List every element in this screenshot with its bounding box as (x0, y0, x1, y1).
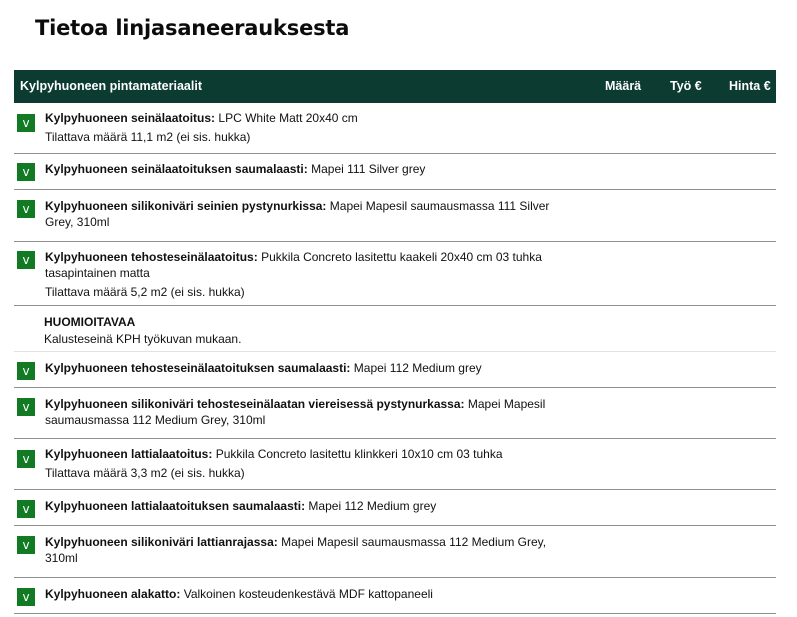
row-value: Mapei Mapesil saumausmassa 112 Medium Grey, 310ml (45, 535, 547, 565)
table-row (14, 242, 776, 306)
column-header-tyo: Työ € (670, 79, 702, 93)
row-value: Mapei 112 Medium grey (308, 499, 437, 513)
row-value: Mapei 111 Silver grey (311, 162, 426, 176)
note-text: Kalusteseinä KPH työkuvan mukaan. (44, 332, 242, 346)
row-text (45, 198, 565, 230)
row-label: Kylpyhuoneen silikoniväri seinien pystynurkissa: (45, 199, 327, 213)
row-text (45, 249, 595, 300)
checkmark-icon[interactable]: v (17, 398, 35, 416)
row-value: Pukkila Concreto lasitettu kaakeli 20x40 cm 03 tuhka tasapintainen matta (45, 250, 542, 280)
checkmark-icon[interactable]: v (17, 163, 35, 181)
note-block (14, 306, 776, 352)
row-quantity: Tilattava määrä 3,3 m2 (ei sis. hukka) (45, 466, 245, 480)
row-text (45, 396, 593, 428)
row-text (45, 534, 565, 566)
checkmark-icon[interactable]: v (17, 251, 35, 269)
row-value: Mapei 112 Medium grey (353, 361, 482, 375)
row-value: Mapei Mapesil saumausmassa 112 Medium Grey, 310ml (45, 397, 546, 427)
row-label: Kylpyhuoneen seinälaatoitus: (45, 111, 216, 125)
row-label: Kylpyhuoneen silikoniväri tehosteseinälaatan viereisessä pystynurkassa: (45, 397, 465, 411)
checkmark-icon[interactable]: v (17, 114, 35, 132)
table-header (14, 70, 776, 103)
row-text (45, 360, 590, 376)
row-label: Kylpyhuoneen tehosteseinälaatoitus: (45, 250, 258, 264)
row-text (45, 161, 590, 177)
checkmark-icon[interactable]: v (17, 450, 35, 468)
table-row (14, 190, 776, 242)
table-row (14, 578, 776, 614)
table-row (14, 388, 776, 439)
row-value: Mapei Mapesil saumausmassa 111 Silver Grey, 310ml (45, 199, 550, 229)
row-value: Valkoinen kosteudenkestävä MDF kattopaneeli (183, 587, 433, 601)
table-row (14, 103, 776, 154)
row-text (45, 498, 590, 514)
row-quantity: Tilattava määrä 5,2 m2 (ei sis. hukka) (45, 285, 245, 299)
section-header: Kylpyhuoneen pintamateriaalit (20, 79, 202, 93)
row-quantity: Tilattava määrä 11,1 m2 (ei sis. hukka) (45, 130, 251, 144)
row-value: Pukkila Concreto lasitettu klinkkeri 10x10 cm 03 tuhka (215, 447, 503, 461)
checkmark-icon[interactable]: v (17, 200, 35, 218)
note-title: HUOMIOITAVAA (44, 315, 136, 329)
row-text (45, 446, 590, 481)
row-label: Kylpyhuoneen lattialaatoituksen saumalaasti: (45, 499, 306, 513)
row-label: Kylpyhuoneen tehosteseinälaatoituksen saumalaasti: (45, 361, 351, 375)
table-row (14, 526, 776, 578)
page-title: Tietoa linjasaneerauksesta (35, 16, 350, 40)
table-row (14, 490, 776, 526)
row-label: Kylpyhuoneen alakatto: (45, 587, 181, 601)
checkmark-icon[interactable]: v (17, 362, 35, 380)
row-text (45, 586, 590, 602)
checkmark-icon[interactable]: v (17, 500, 35, 518)
table-row (14, 352, 776, 388)
table-row (14, 154, 776, 190)
column-header-hinta: Hinta € (729, 79, 771, 93)
row-value: LPC White Matt 20x40 cm (218, 111, 358, 125)
row-text (45, 110, 590, 145)
row-label: Kylpyhuoneen lattialaatoitus: (45, 447, 213, 461)
table-row (14, 439, 776, 490)
materials-table (14, 70, 776, 614)
checkmark-icon[interactable]: v (17, 588, 35, 606)
row-label: Kylpyhuoneen seinälaatoituksen saumalaasti: (45, 162, 308, 176)
checkmark-icon[interactable]: v (17, 536, 35, 554)
column-header-maara: Määrä (605, 79, 642, 93)
row-label: Kylpyhuoneen silikoniväri lattianrajassa: (45, 535, 278, 549)
